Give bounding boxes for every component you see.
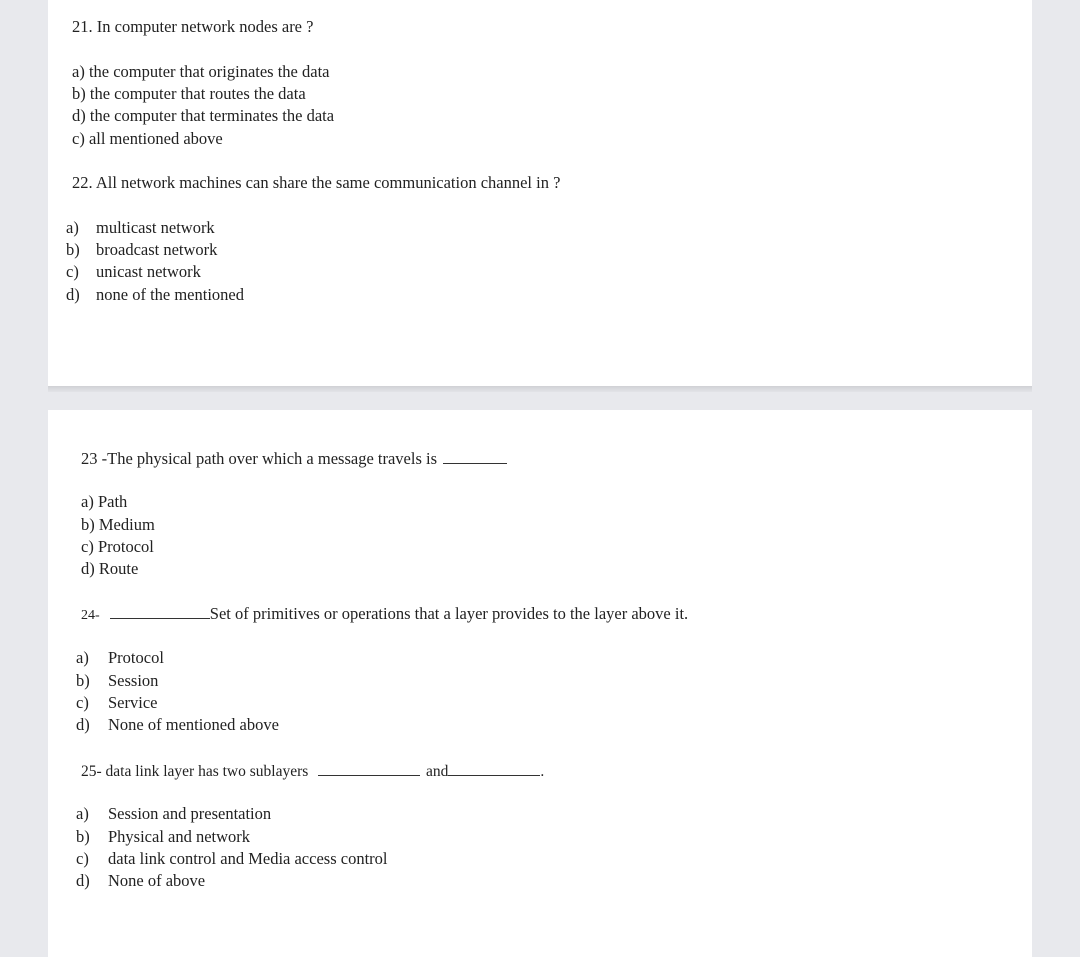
option-text: data link control and Media access control — [108, 849, 388, 868]
option-text: Session and presentation — [108, 804, 272, 823]
answer-blank — [443, 449, 507, 464]
question-25-stem: 25- data link layer has two sublayers — [81, 763, 309, 780]
option-text: None of above — [108, 871, 206, 890]
question-23-option-b: b) Medium — [81, 515, 155, 534]
option-marker: c) — [76, 693, 89, 712]
question-21-option-b: b) the computer that routes the data — [72, 84, 306, 103]
option-marker: c) — [66, 262, 79, 281]
question-25-option-b — [76, 827, 250, 847]
option-text: None of mentioned above — [108, 715, 279, 734]
answer-blank-1 — [318, 761, 420, 776]
question-25-connector: and — [426, 763, 449, 780]
question-24-option-c — [76, 693, 157, 713]
question-25-option-d — [76, 871, 205, 891]
question-23-option-c: c) Protocol — [81, 537, 154, 556]
question-22-option-a — [66, 218, 215, 238]
option-marker: a) — [76, 804, 89, 823]
question-22-option-c — [66, 262, 201, 282]
option-marker: a) — [66, 218, 79, 237]
question-23-option-a: a) Path — [81, 492, 128, 511]
question-24-option-b — [76, 671, 158, 691]
option-marker: b) — [76, 827, 90, 846]
option-marker: d) — [76, 715, 90, 734]
option-marker: a) — [76, 648, 89, 667]
answer-blank-2 — [448, 761, 540, 776]
question-25-option-c — [76, 849, 388, 869]
document-page-1 — [48, 0, 1032, 386]
question-23-stem: 23 -The physical path over which a message travels is — [81, 449, 438, 468]
option-marker: c) — [76, 849, 89, 868]
question-21-stem: 21. In computer network nodes are ? — [72, 17, 314, 36]
option-text: multicast network — [96, 218, 215, 237]
question-25-option-a — [76, 804, 271, 824]
question-24-option-d — [76, 715, 279, 735]
option-text: none of the mentioned — [96, 285, 245, 304]
question-25-stem-line — [81, 761, 544, 782]
page-separator — [48, 386, 1032, 392]
question-23-option-d: d) Route — [81, 559, 139, 578]
question-21-option-c: c) all mentioned above — [72, 129, 223, 148]
question-22-option-b — [66, 240, 217, 260]
option-marker: b) — [66, 240, 80, 259]
question-24-stem: Set of primitives or operations that a layer provides to the layer above it. — [209, 604, 689, 623]
question-24-option-a — [76, 648, 164, 668]
question-25-end: . — [540, 763, 545, 780]
option-text: broadcast network — [96, 240, 218, 259]
option-text: unicast network — [96, 262, 201, 281]
question-24-number: 24- — [81, 608, 100, 623]
question-23-stem-line — [81, 449, 507, 469]
answer-blank — [110, 604, 210, 619]
question-22-stem: 22. All network machines can share the same communication channel in ? — [72, 173, 561, 192]
option-marker: d) — [66, 285, 80, 304]
question-21-option-d: d) the computer that terminates the data — [72, 106, 335, 125]
option-text: Physical and network — [108, 827, 251, 846]
option-text: Protocol — [108, 648, 164, 667]
option-text: Session — [108, 671, 159, 690]
question-22-option-d — [66, 285, 244, 305]
question-21-option-a: a) the computer that originates the data — [72, 62, 330, 81]
option-text: Service — [108, 693, 158, 712]
option-marker: d) — [76, 871, 90, 890]
question-24-stem-line — [81, 604, 688, 626]
option-marker: b) — [76, 671, 90, 690]
